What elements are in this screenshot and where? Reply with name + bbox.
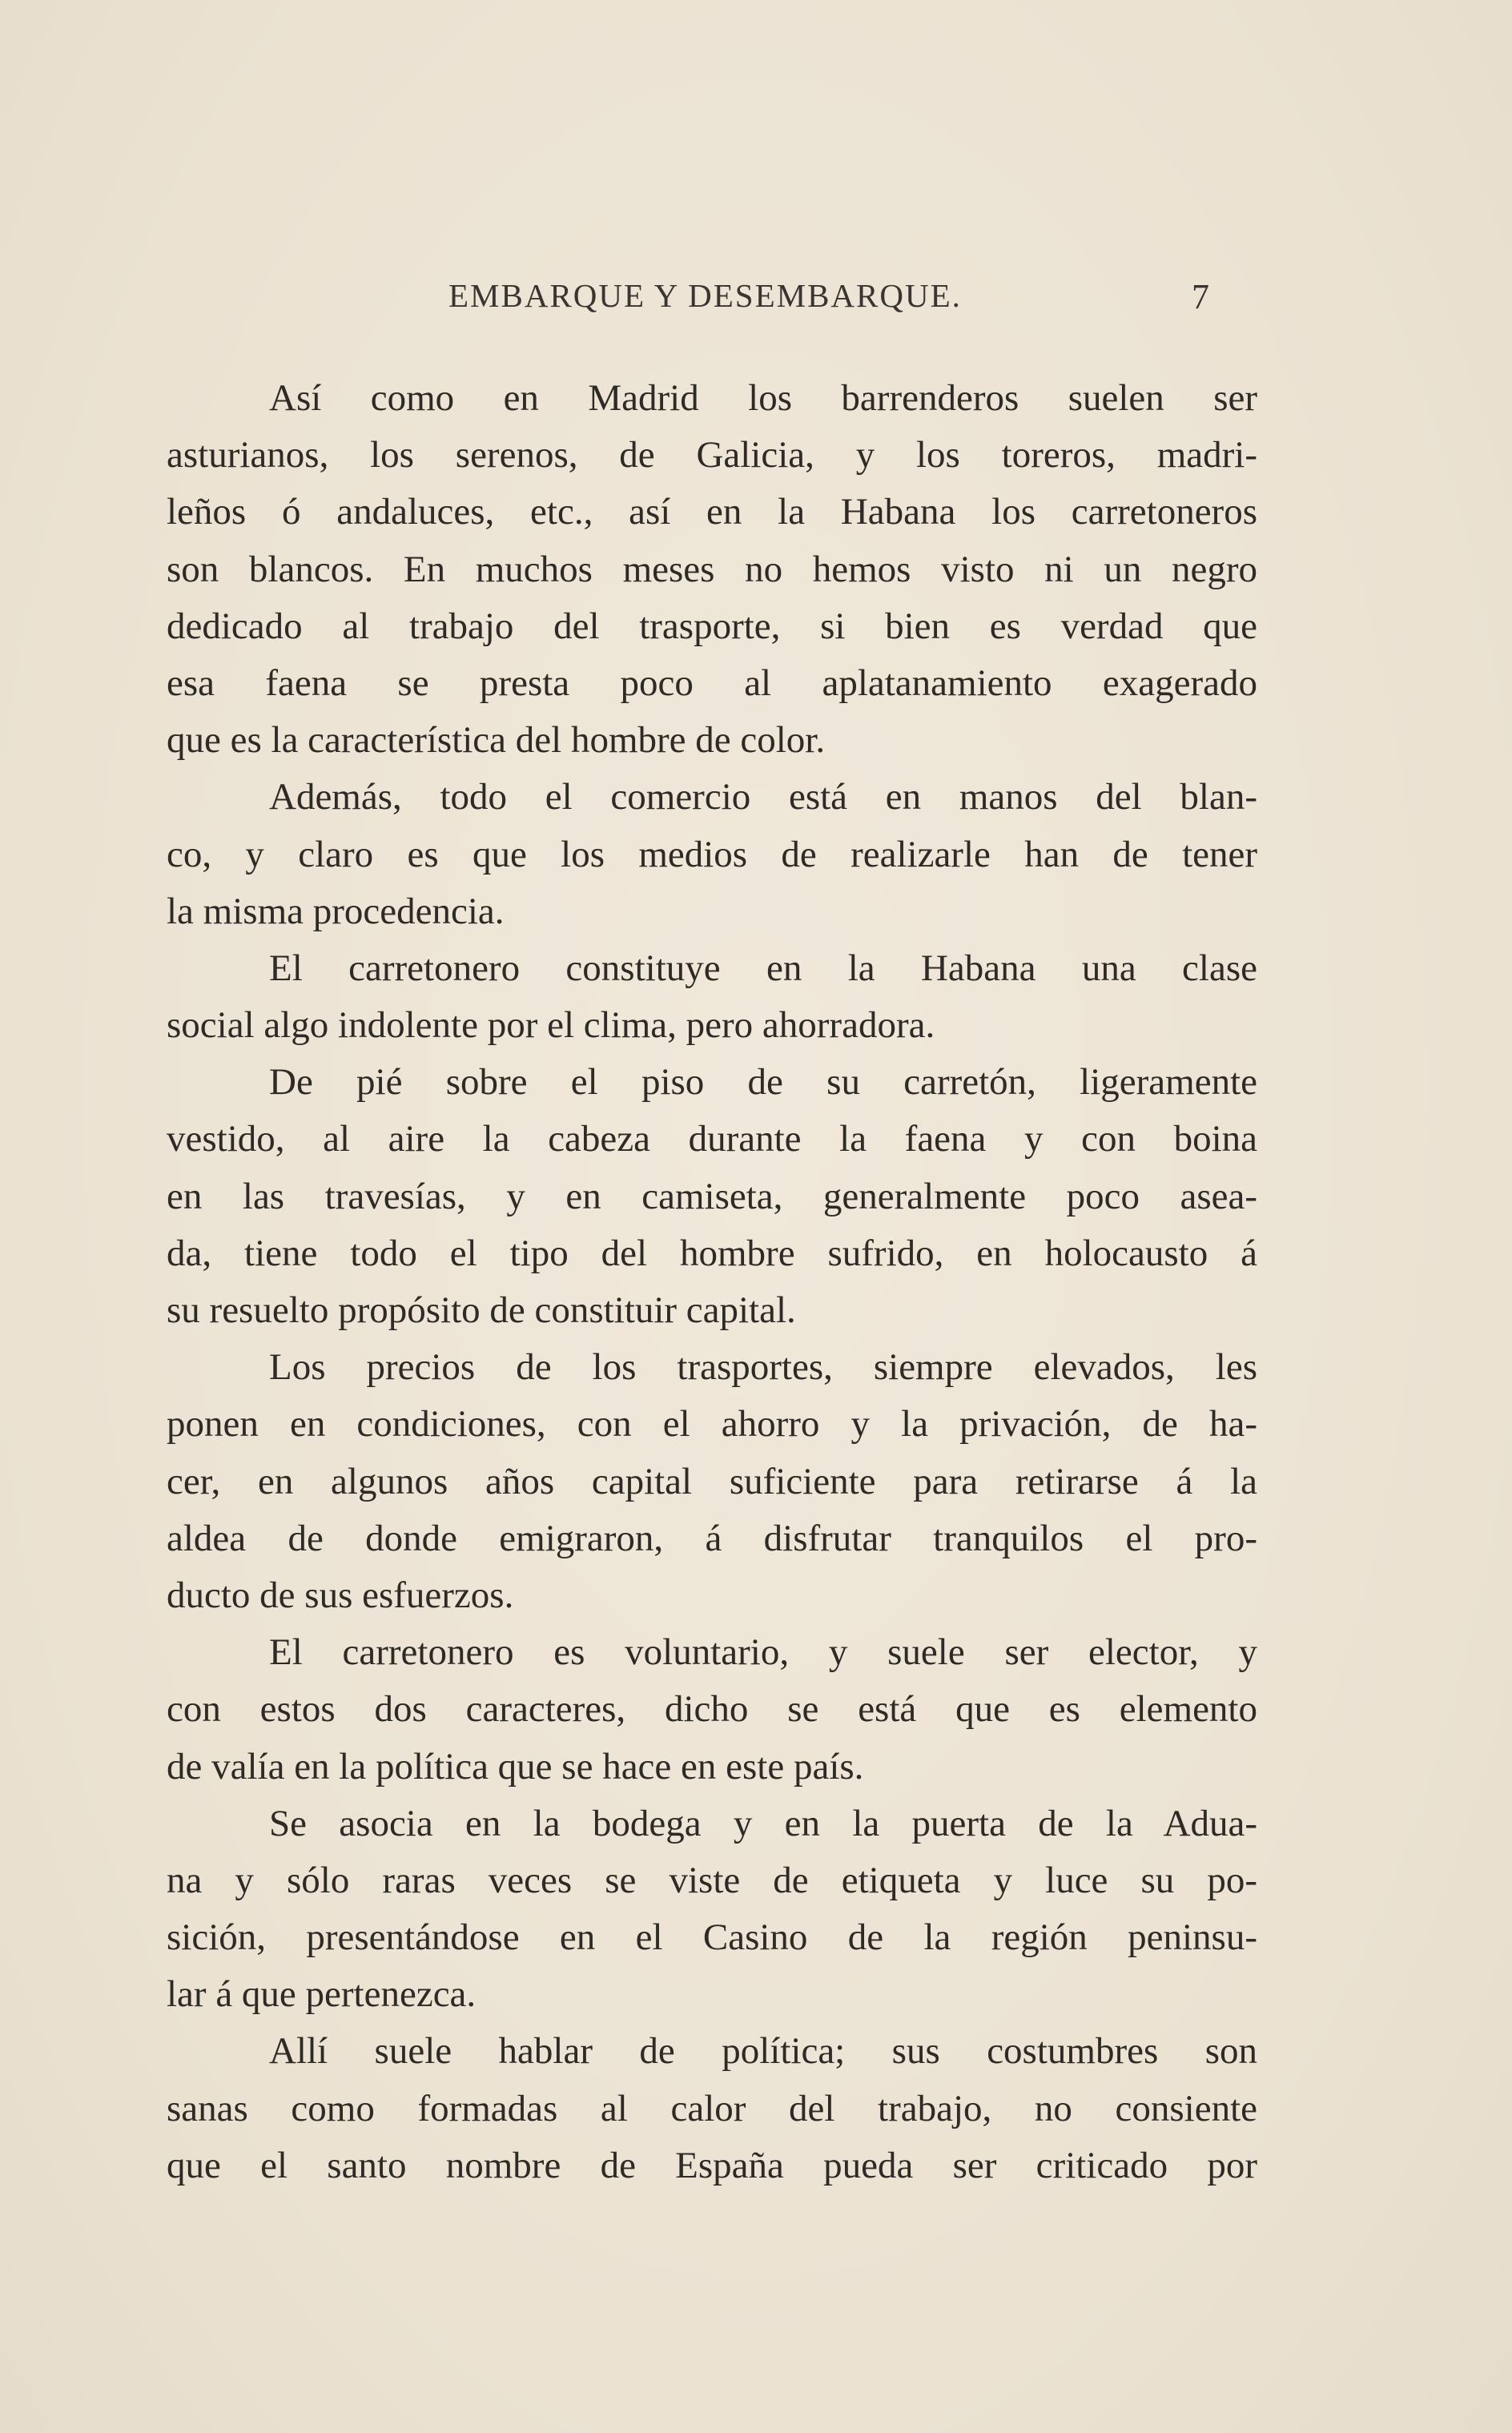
text-line: Se asocia en la bodega y en la puerta de la Adua- [269, 1802, 1257, 1844]
page-header [168, 276, 1241, 332]
text-line: que es la característica del hombre de color. [167, 719, 826, 762]
text-line: Los precios de los trasportes, siempre elevados, les [269, 1346, 1257, 1389]
text-line: na y sólo raras veces se viste de etiqueta y luce su po- [167, 1859, 1257, 1901]
text-line: con estos dos caracteres, dicho se está que es elemento [167, 1688, 1257, 1731]
running-head: EMBARQUE Y DESEMBARQUE. [448, 277, 962, 314]
body-text [167, 370, 1257, 2194]
text-line: leños ó andaluces, etc., así en la Habana los carretoneros [167, 491, 1257, 533]
text-line: cer, en algunos años capital suficiente para retirarse á la [167, 1460, 1257, 1502]
text-line: ponen en condiciones, con el ahorro y la privación, de ha- [167, 1403, 1257, 1446]
text-line: co, y claro es que los medios de realizarle han de tener [167, 833, 1257, 875]
text-line: aldea de donde emigraron, á disfrutar tranquilos el pro- [167, 1517, 1257, 1559]
text-line: asturianos, los serenos, de Galicia, y los toreros, madri- [167, 434, 1257, 477]
text-line: esa faena se presta poco al aplatanamiento exagerado [167, 662, 1257, 704]
text-line: De pié sobre el piso de su carretón, ligeramente [269, 1061, 1257, 1104]
text-line: dedicado al trabajo del trasporte, si bien es verdad que [167, 605, 1257, 647]
text-line: que el santo nombre de España pueda ser criticado por [167, 2144, 1257, 2186]
text-line: de valía en la política que se hace en este país. [167, 1745, 864, 1788]
text-line: ducto de sus esfuerzos. [167, 1574, 514, 1616]
text-line: social algo indolente por el clima, pero ahorradora. [167, 1004, 935, 1047]
text-line: la misma procedencia. [167, 890, 505, 932]
text-line: vestido, al aire la cabeza durante la faena y con boina [167, 1118, 1257, 1160]
text-line: da, tiene todo el tipo del hombre sufrido, en holocausto á [167, 1232, 1257, 1274]
text-line: su resuelto propósito de constituir capital. [167, 1289, 796, 1331]
text-line: El carretonero es voluntario, y suele ser elector, y [269, 1631, 1257, 1674]
page-number: 7 [1192, 277, 1209, 316]
text-line: El carretonero constituye en la Habana una clase [269, 947, 1257, 989]
text-line: en las travesías, y en camiseta, generalmente poco asea- [167, 1175, 1257, 1217]
text-line: Así como en Madrid los barrenderos suelen ser [269, 377, 1257, 419]
text-line: Además, todo el comercio está en manos del blan- [269, 776, 1257, 818]
text-line: Allí suele hablar de política; sus costumbres son [269, 2030, 1257, 2073]
text-line: sición, presentándose en el Casino de la región peninsu- [167, 1916, 1257, 1959]
text-line: son blancos. En muchos meses no hemos visto ni un negro [167, 548, 1257, 590]
text-line: lar á que pertenezca. [167, 1973, 477, 2016]
text-line: sanas como formadas al calor del trabajo, no consiente [167, 2087, 1257, 2129]
